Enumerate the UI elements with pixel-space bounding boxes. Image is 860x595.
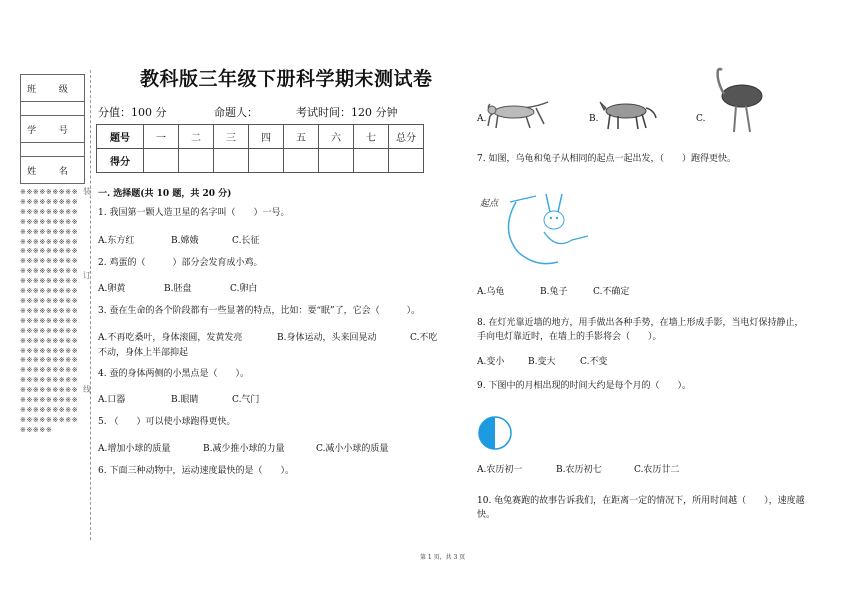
question-5: 5. （ ）可以使小球跑得更快。 [98, 417, 236, 427]
question-10-line2: 快。 [477, 510, 496, 520]
score-cell[interactable] [284, 149, 319, 173]
table-col: 五 [284, 125, 319, 149]
q1-option-b[interactable]: B.嫦娥 [171, 236, 199, 246]
score-cell[interactable] [249, 149, 284, 173]
student-no-label: 学 号 [21, 116, 84, 143]
page-footer: 第 1 页，共 3 页 [420, 554, 466, 561]
table-col: 三 [214, 125, 249, 149]
question-6: 6. 下面三种动物中，运动速度最快的是（ ）。 [98, 466, 294, 476]
name-label: 姓 名 [21, 157, 84, 184]
q7-option-c[interactable]: C.不确定 [593, 287, 630, 297]
cheetah-image [484, 96, 554, 134]
animal-label-a: A. [477, 114, 487, 124]
seam-char-ding: 订 [83, 271, 91, 280]
question-7: 7. 如图，乌龟和兔子从相同的起点一起出发，（ ）跑得更快。 [477, 154, 736, 164]
score-cell[interactable] [214, 149, 249, 173]
q3-option-b[interactable]: B.身体运动，头来回晃动 [277, 333, 377, 343]
binding-seam [90, 70, 91, 540]
score-table [96, 124, 424, 173]
table-col: 四 [249, 125, 284, 149]
score-cell[interactable] [319, 149, 354, 173]
question-8-line1: 8. 在灯光靠近墙的地方，用手做出各种手势，在墙上形成手影，当电灯保持静止， [477, 318, 804, 328]
score-cell[interactable] [354, 149, 389, 173]
q1-option-a[interactable]: A.东方红 [98, 236, 135, 246]
q4-option-b[interactable]: B.眼睛 [171, 395, 199, 405]
q8-option-a[interactable]: A.变小 [477, 357, 505, 367]
q8-option-b[interactable]: B.变大 [528, 357, 556, 367]
score-value: 分值：100 分 [98, 106, 167, 119]
table-col: 六 [319, 125, 354, 149]
q2-option-b[interactable]: B.胚盘 [164, 284, 192, 294]
question-4: 4. 蚕的身体两侧的小黑点是（ ）。 [98, 369, 249, 379]
table-col: 二 [179, 125, 214, 149]
animal-label-b: B. [589, 114, 599, 124]
score-cell[interactable] [144, 149, 179, 173]
table-col: 总分 [389, 125, 424, 149]
table-col: 一 [144, 125, 179, 149]
animal-label-c: C. [696, 114, 706, 124]
table-header-label: 题号 [97, 125, 144, 149]
q3-option-a[interactable]: A.不再吃桑叶，身体滚圆，发黄发亮 [98, 333, 243, 343]
score-table-score-row [97, 149, 424, 173]
q9-option-c[interactable]: C.农历廿二 [634, 465, 680, 475]
section-heading: 一. 选择题(共 10 题，共 20 分) [98, 189, 232, 199]
q5-option-b[interactable]: B.减少推小球的力量 [203, 444, 285, 454]
wolf-image [596, 96, 658, 132]
moon-phase-image [477, 415, 513, 451]
student-info-box [20, 74, 85, 184]
class-label: 班 级 [21, 75, 84, 102]
seam-char-zhuang: 装 [83, 187, 91, 196]
score-table-header-row [97, 125, 424, 149]
table-row-label: 得分 [97, 149, 144, 173]
seam-char-xian: 线 [83, 385, 91, 394]
author-label: 命题人： [214, 106, 258, 119]
q9-option-b[interactable]: B.农历初七 [556, 465, 602, 475]
q1-option-c[interactable]: C.长征 [232, 236, 260, 246]
table-col: 七 [354, 125, 389, 149]
question-8-line2: 手向电灯靠近时，在墙上的手影将会（ ）。 [477, 332, 662, 342]
question-10-line1: 10. 龟兔赛跑的故事告诉我们，在距离一定的情况下，所用时间越（ ），速度越 [477, 496, 805, 506]
q3-option-c[interactable]: C.不吃 [410, 333, 438, 343]
q3-option-c-cont: 不动，身体上半部抑起 [98, 348, 189, 358]
q2-option-a[interactable]: A.卵黄 [98, 284, 126, 294]
question-3: 3. 蚕在生命的各个阶段都有一些显著的特点，比如：要“眠”了，它会（ ）。 [98, 306, 421, 316]
class-field[interactable] [21, 102, 84, 116]
exam-time: 考试时间：120 分钟 [296, 106, 398, 119]
q5-option-a[interactable]: A.增加小球的质量 [98, 444, 171, 454]
tortoise-rabbit-race-image [496, 190, 596, 270]
student-no-field[interactable] [21, 143, 84, 157]
question-2: 2. 鸡蛋的（ ）部分会发育成小鸡。 [98, 258, 263, 268]
ostrich-image [706, 66, 770, 136]
question-1: 1. 我国第一颗人造卫星的名字叫（ ）一号。 [98, 208, 290, 218]
q7-option-a[interactable]: A.乌龟 [477, 287, 505, 297]
side-pattern: ※※※※※※※※※※※※※※※※※※※※※※※※※※※※※※※※※※※※※※※※※※※※※※※※※※※※※※※※※※※※※※※※※※※※※※※※※※※※※※※※※※※※※※※※※※※※※※※※※※※※※※※※※※※※※※※※※※※※※※※※※※※※※※※※※※※※※※※※※※※※※※※※※※※※※※※※※※※※※※※※※※※※※※※※※※※※※※※※※※※※※※※※※※※※※※※※※※※※※※※※※※※※※※※※※※※※※※※※※※※※※ [20, 188, 79, 434]
q2-option-c[interactable]: C.卵白 [230, 284, 258, 294]
start-point-label: 起点 [480, 199, 499, 209]
q4-option-c[interactable]: C.气门 [232, 395, 260, 405]
score-cell[interactable] [389, 149, 424, 173]
page-title: 教科版三年级下册科学期末测试卷 [140, 68, 433, 90]
q4-option-a[interactable]: A.口器 [98, 395, 126, 405]
score-cell[interactable] [179, 149, 214, 173]
q9-option-a[interactable]: A.农历初一 [477, 465, 523, 475]
question-9: 9. 下图中的月相出现的时间大约是每个月的（ ）。 [477, 381, 691, 391]
q5-option-c[interactable]: C.减小小球的质量 [316, 444, 389, 454]
q7-option-b[interactable]: B.兔子 [540, 287, 568, 297]
q8-option-c[interactable]: C.不变 [580, 357, 608, 367]
